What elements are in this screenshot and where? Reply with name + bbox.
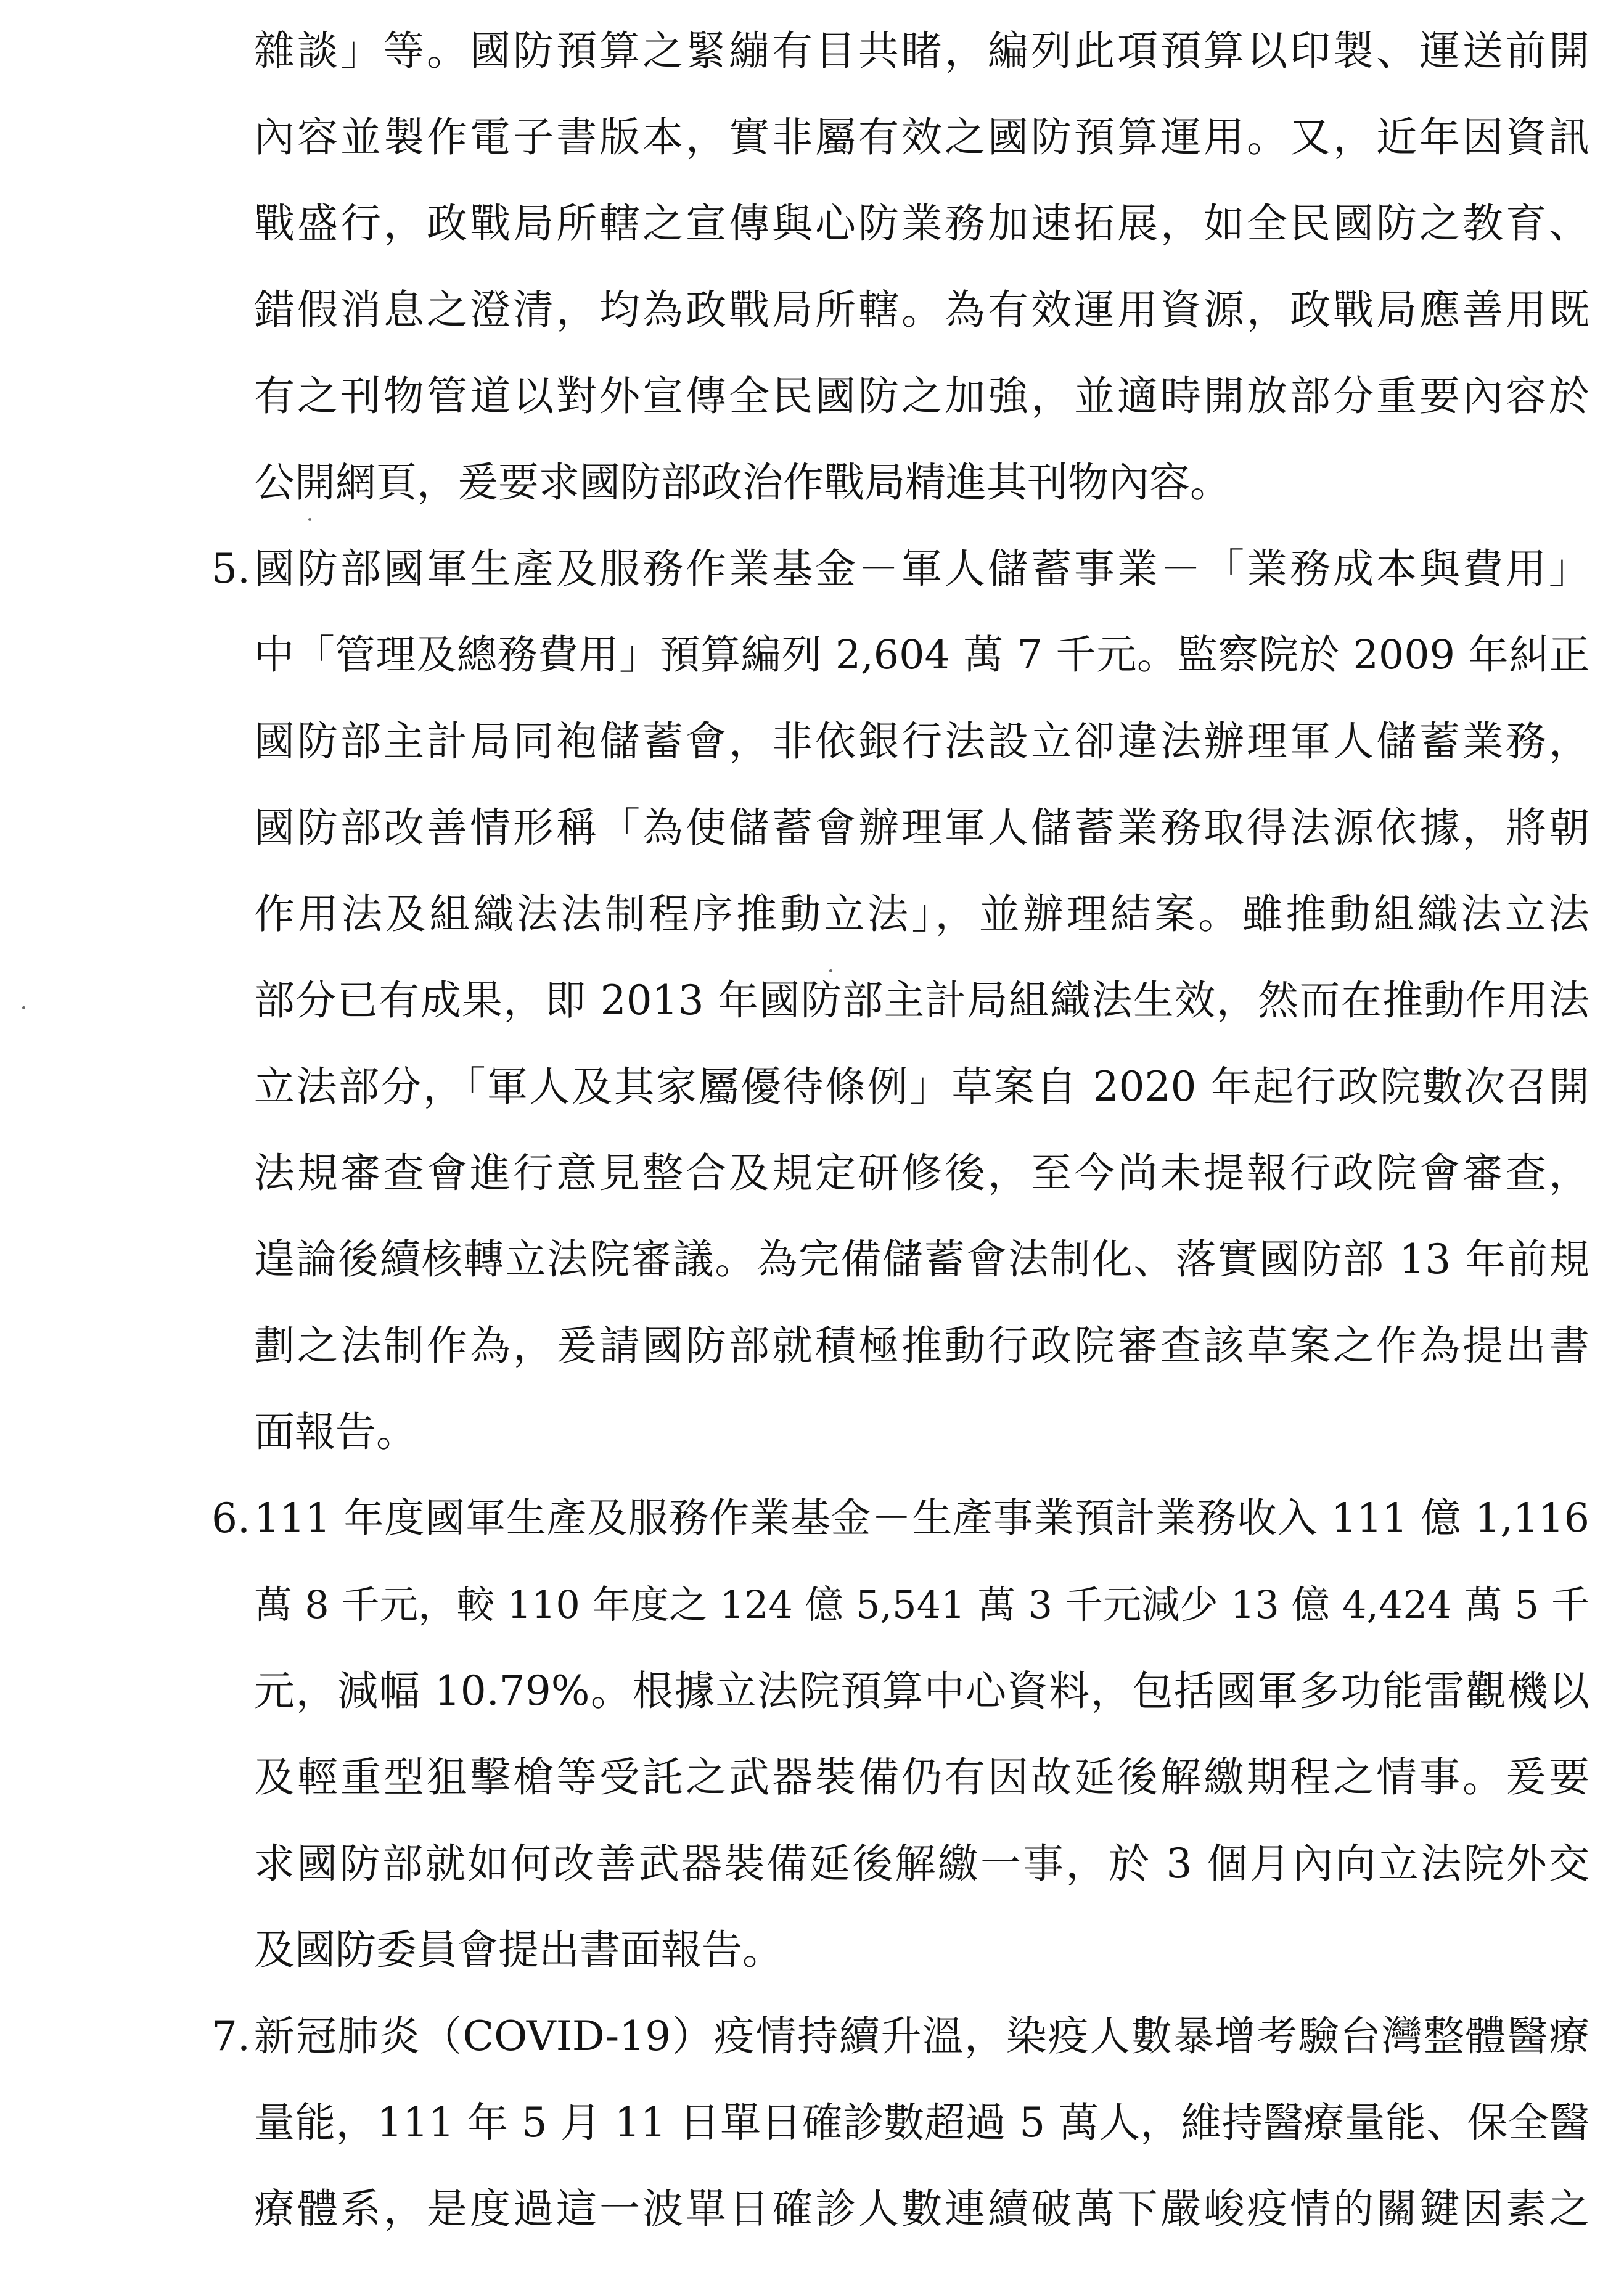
item-line: 遑論後續核轉立法院審議。為完備儲蓄會法制化、落實國防部 13 年前規 [254,1236,1589,1283]
item-line: 及輕重型狙擊槍等受託之武器裝備仍有因故延後解繳期程之情事。爰要 [254,1754,1589,1801]
item-line: 作用法及組織法法制程序推動立法」，並辦理結案。雖推動組織法立法 [254,890,1589,938]
item-line: 部分已有成果，即 2013 年國防部主計局組織法生效，然而在推動作用法 [254,977,1589,1024]
item-line: 新冠肺炎（COVID-19）疫情持續升溫，染疫人數暴增考驗台灣整體醫療 [254,2012,1589,2060]
item-line: 萬 8 千元，較 110 年度之 124 億 5,541 萬 3 千元減少 13 億 4,424 萬 5 千 [254,1582,1589,1627]
item-number: 5. [211,545,250,593]
item-line: 法規審查會進行意見整合及規定研修後，至今尚未提報行政院會審查， [254,1149,1589,1197]
item-line: 元，減幅 10.79%。根據立法院預算中心資料，包括國軍多功能雷觀機以 [254,1667,1589,1715]
paragraph-line: 雜談」等。國防預算之緊繃有目共睹，編列此項預算以印製、運送前開 [254,27,1589,75]
item-line: 劃之法制作為，爰請國防部就積極推動行政院審查該草案之作為提出書 [254,1322,1589,1369]
item-line: 中「管理及總務費用」預算編列 2,604 萬 7 千元。監察院於 2009 年糾正 [254,632,1589,678]
item-line: 療體系，是度過這一波單日確診人數連續破萬下嚴峻疫情的關鍵因素之 [254,2185,1589,2233]
scan-speck [22,1006,25,1009]
paragraph-line: 戰盛行，政戰局所轄之宣傳與心防業務加速拓展，如全民國防之教育、 [254,200,1589,247]
paragraph-line: 公開網頁，爰要求國防部政治作戰局精進其刊物內容。 [254,459,1231,506]
item-number: 6. [211,1495,250,1542]
item-line: 國防部改善情形稱「為使儲蓄會辦理軍人儲蓄業務取得法源依據，將朝 [254,804,1589,851]
item-line: 求國防部就如何改善武器裝備延後解繳一事，於 3 個月內向立法院外交 [254,1840,1589,1887]
item-line: 111 年度國軍生產及服務作業基金－生產事業預計業務收入 111 億 1,116 [254,1495,1589,1541]
item-line: 及國防委員會提出書面報告。 [254,1926,783,1974]
item-line: 立法部分，「軍人及其家屬優待條例」草案自 2020 年起行政院數次召開 [254,1063,1589,1110]
scan-speck [829,969,832,972]
paragraph-line: 有之刊物管道以對外宣傳全民國防之加強，並適時開放部分重要內容於 [254,372,1589,420]
item-number: 7. [211,2012,250,2060]
scan-speck [308,518,311,521]
item-line: 量能，111 年 5 月 11 日單日確診數超過 5 萬人，維持醫療量能、保全醫 [254,2099,1589,2146]
item-line: 國防部國軍生產及服務作業基金－軍人儲蓄事業－「業務成本與費用」 [254,545,1589,593]
paragraph-line: 內容並製作電子書版本，實非屬有效之國防預算運用。又，近年因資訊 [254,113,1589,161]
item-line: 國防部主計局同袍儲蓄會，非依銀行法設立卻違法辦理軍人儲蓄業務， [254,718,1589,765]
paragraph-line: 錯假消息之澄清，均為政戰局所轄。為有效運用資源，政戰局應善用既 [254,286,1589,334]
item-line: 面報告。 [254,1408,417,1456]
